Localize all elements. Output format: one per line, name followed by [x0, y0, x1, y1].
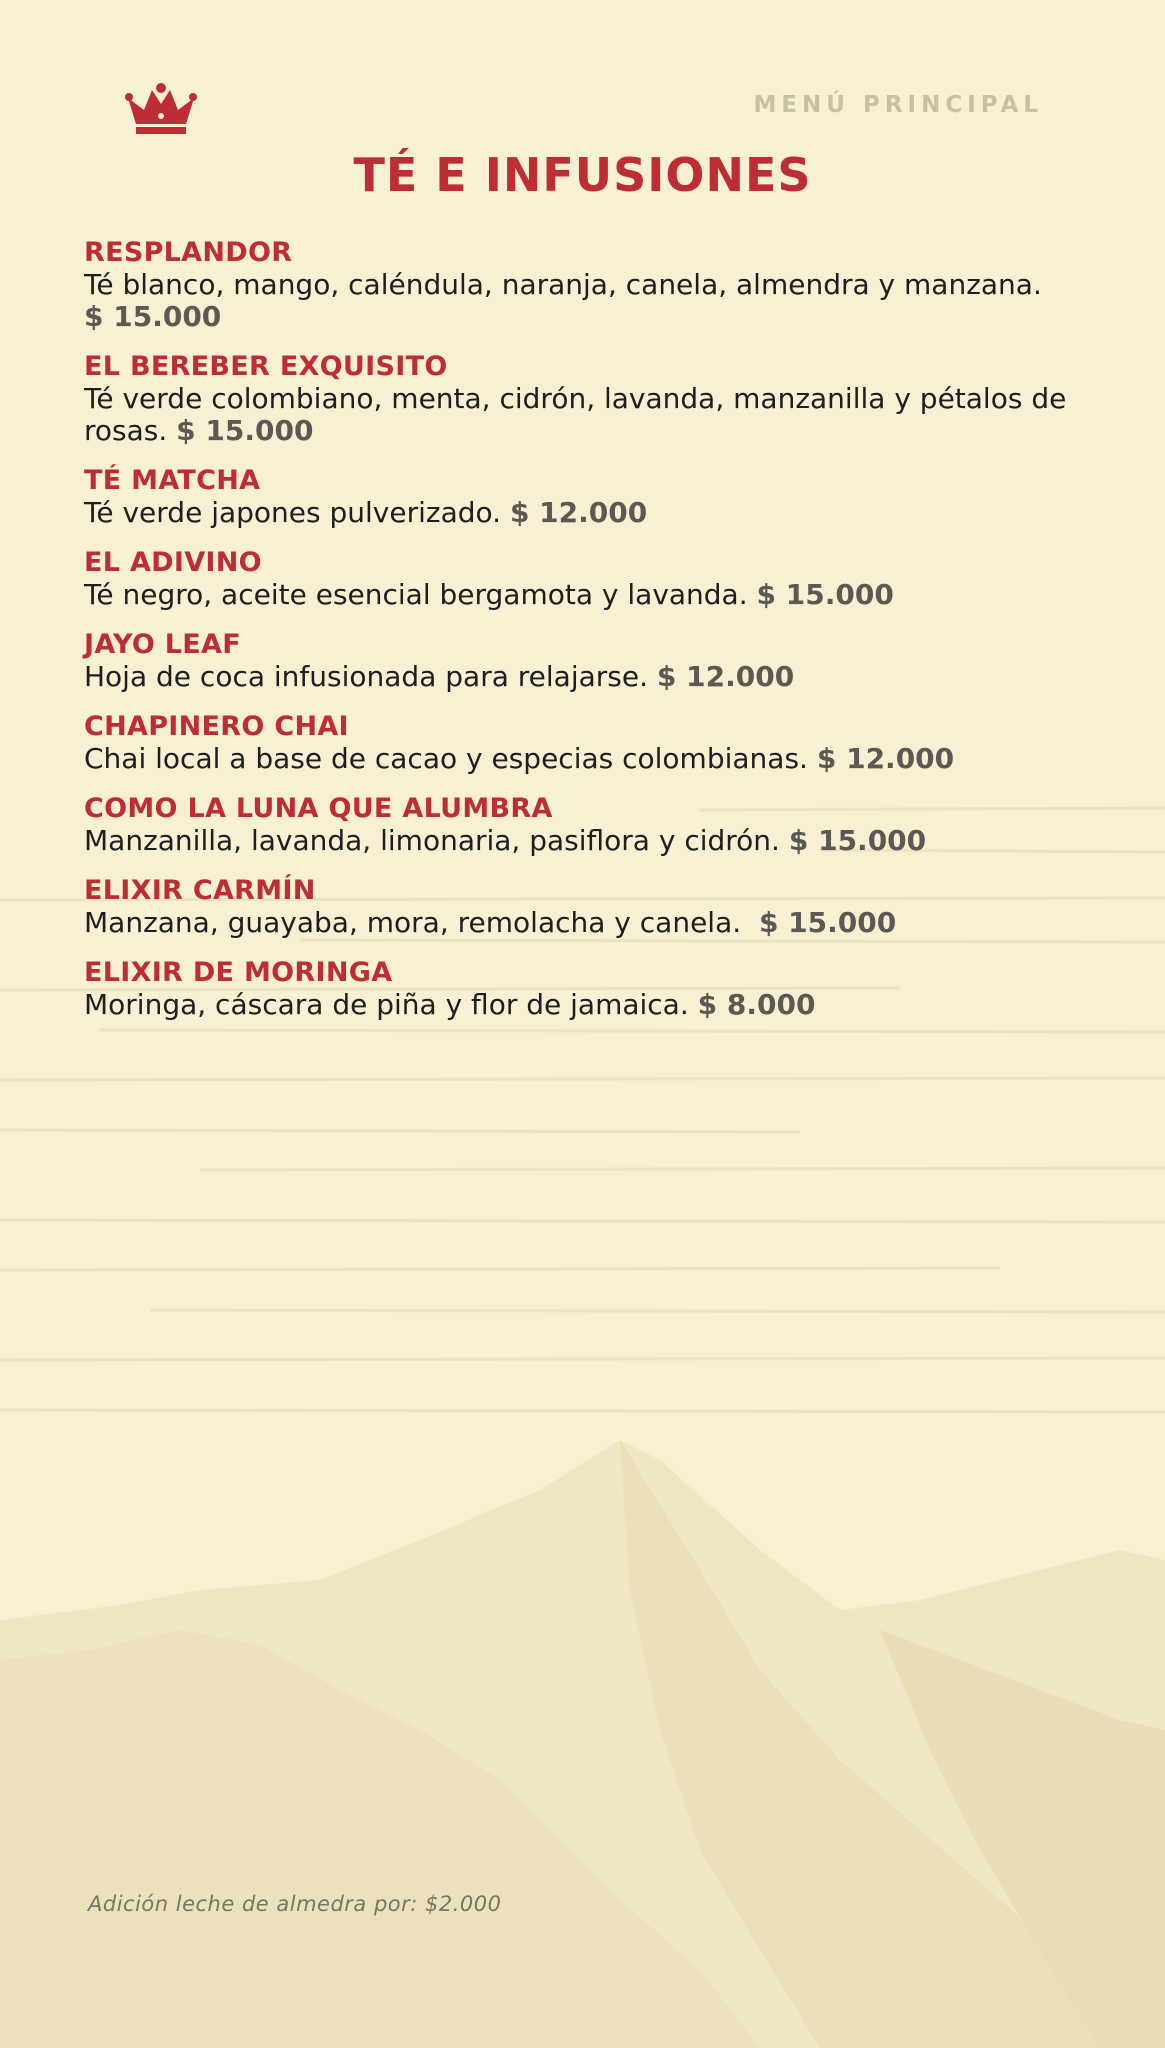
menu-item-price: $ 15.000 — [758, 906, 897, 939]
menu-item-description — [84, 907, 1084, 939]
menu-item-description-text: Té verde colombiano, menta, cidrón, lavanda, manzanilla y pétalos de rosas. — [84, 382, 1067, 447]
menu-item-description-text: Moringa, cáscara de piña y flor de jamaica. — [84, 988, 689, 1021]
menu-item-name: COMO LA LUNA QUE ALUMBRA — [84, 793, 553, 824]
crown-icon — [124, 80, 198, 136]
menu-item-name: JAYO LEAF — [84, 629, 241, 660]
menu-item — [84, 957, 1084, 1021]
menu-item — [84, 629, 1084, 693]
menu-item-price: $ 12.000 — [816, 742, 955, 775]
menu-item-description — [84, 989, 1084, 1021]
page-title: TÉ E INFUSIONES — [353, 148, 812, 202]
menu-item-description — [84, 743, 1084, 775]
menu-item-description-text: Hoja de coca infusionada para relajarse. — [84, 660, 648, 693]
menu-item-description — [84, 383, 1084, 447]
menu-item-description-text: Té negro, aceite esencial bergamota y lavanda. — [84, 578, 748, 611]
menu-item-description-text: Manzanilla, lavanda, limonaria, pasiflora y cidrón. — [84, 824, 780, 857]
menu-item-price: $ 15.000 — [788, 824, 927, 857]
menu-item — [84, 547, 1084, 611]
menu-item-description-text: Té verde japones pulverizado. — [84, 496, 502, 529]
menu-item — [84, 465, 1084, 529]
menu-section-label: MENÚ PRINCIPAL — [753, 92, 1043, 118]
menu-item-description — [84, 661, 1084, 693]
menu-item — [84, 711, 1084, 775]
mountain-illustration — [0, 1430, 1165, 2048]
menu-item-name: EL BEREBER EXQUISITO — [84, 351, 448, 382]
menu-item-name: ELIXIR DE MORINGA — [84, 957, 393, 988]
menu-item-price: $ 8.000 — [697, 988, 816, 1021]
menu-item-description — [84, 579, 1084, 611]
menu-item-name: ELIXIR CARMÍN — [84, 875, 316, 906]
menu-item-name: CHAPINERO CHAI — [84, 711, 349, 742]
menu-item-description-text: Té blanco, mango, caléndula, naranja, canela, almendra y manzana. — [84, 268, 1042, 301]
menu-item-price: $ 15.000 — [756, 578, 894, 611]
menu-item-price: $ 12.000 — [656, 660, 795, 693]
menu-item-price: $ 15.000 — [176, 414, 314, 447]
menu-item-name: RESPLANDOR — [84, 237, 293, 268]
menu-item-description — [84, 497, 1084, 529]
footer-note: Adición leche de almedra por: $2.000 — [88, 1892, 502, 1916]
menu-item-price: $ 12.000 — [509, 496, 648, 529]
menu-item-description — [84, 825, 1084, 857]
menu-item-price: $ 15.000 — [84, 300, 222, 333]
menu-item-name: EL ADIVINO — [84, 547, 262, 578]
menu-item-description — [84, 269, 1084, 333]
menu-item — [84, 875, 1084, 939]
menu-item — [84, 351, 1084, 447]
menu-item-description-text: Manzana, guayaba, mora, remolacha y canela. — [84, 906, 742, 939]
menu-item — [84, 793, 1084, 857]
menu-list — [84, 237, 1084, 1039]
menu-item-description-text: Chai local a base de cacao y especias colombianas. — [84, 742, 808, 775]
menu-item-name: TÉ MATCHA — [84, 465, 261, 496]
menu-item — [84, 237, 1084, 333]
